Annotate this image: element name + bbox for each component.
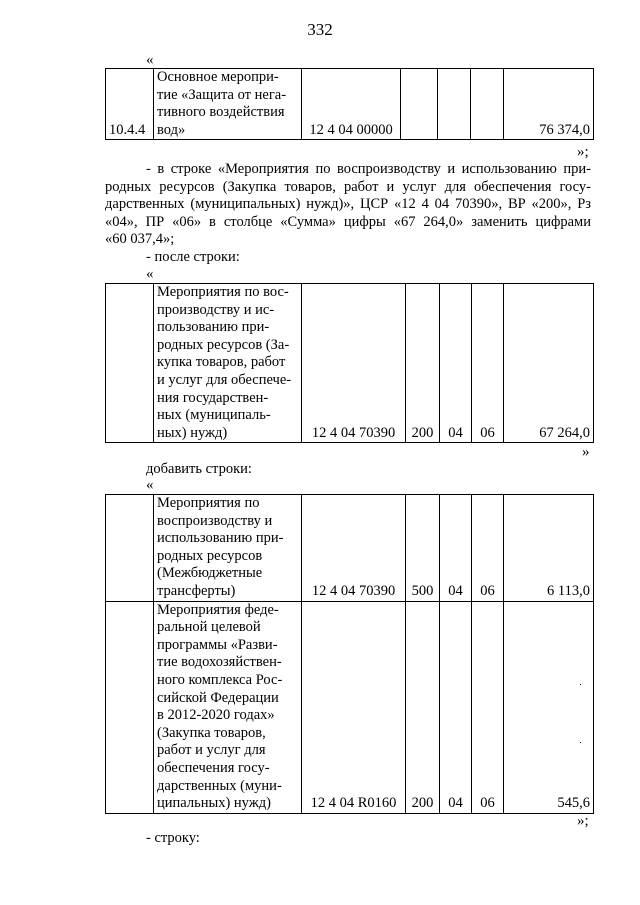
rz-cell: 04 [440, 284, 472, 443]
name-line: Мероприятия по [157, 495, 260, 511]
vr-cell: 200 [406, 601, 440, 813]
name-line: Мероприятия феде- [157, 601, 279, 618]
paragraph-line: «60 037,4»; [105, 231, 175, 247]
pr-cell: 06 [472, 495, 504, 602]
rz-cell [438, 69, 471, 140]
after-row-label: - после строки: [146, 249, 240, 265]
open-quote: « [146, 52, 154, 68]
name-line: работ и услуг для [157, 742, 266, 759]
name-line: родных ресурсов (За- [157, 336, 290, 353]
csr-cell: 12 4 04 70390 [302, 495, 406, 602]
name-line: производству и ис- [157, 301, 275, 318]
name-line: тие «Защита от нега- [157, 86, 287, 103]
budget-table-3 [105, 494, 594, 814]
scan-speck [580, 684, 581, 685]
add-rows-label: добавить строки: [146, 461, 252, 477]
name-line: тие водохозяйствен- [157, 654, 282, 671]
name-line: трансферты) [157, 582, 236, 599]
table-row [106, 495, 594, 602]
sum-cell: 76 374,0 [504, 69, 594, 140]
name-line: в 2012-2020 годах» [157, 707, 275, 724]
row-name-cell [154, 601, 302, 813]
name-line: Мероприятия по вос- [157, 284, 289, 300]
name-line: тивного воздействия [157, 104, 285, 121]
row-name-cell [154, 284, 302, 443]
sum-cell: 545,6 [504, 601, 594, 813]
row-number-cell [106, 601, 154, 813]
open-quote: « [146, 477, 154, 493]
name-line: родных ресурсов [157, 547, 263, 564]
table-row [106, 284, 594, 443]
name-line: пользованию при- [157, 319, 270, 336]
row-name-cell [154, 495, 302, 602]
pr-cell: 06 [472, 601, 504, 813]
name-line: обеспечения госу- [157, 759, 270, 776]
rz-cell: 04 [440, 495, 472, 602]
rz-cell: 04 [440, 601, 472, 813]
name-line: (Межбюджетные [157, 565, 263, 582]
row-number-cell [106, 284, 154, 443]
row-number-cell [106, 495, 154, 602]
name-line: купка товаров, работ [157, 354, 286, 371]
scan-speck [580, 742, 581, 743]
pr-cell [471, 69, 504, 140]
final-label: - строку: [146, 830, 200, 846]
change-instruction-line [146, 161, 591, 179]
name-line: дарственных (муни- [157, 777, 282, 794]
vr-cell: 200 [406, 284, 440, 443]
name-line: ного комплекса Рос- [157, 671, 283, 688]
name-line: ципальных) нужд) [157, 795, 271, 812]
name-line: воспроизводству и [157, 512, 273, 529]
name-line: использованию при- [157, 530, 284, 547]
close-quote: »; [577, 813, 589, 829]
sum-cell: 6 113,0 [504, 495, 594, 602]
name-line: программы «Разви- [157, 636, 278, 653]
pr-cell: 06 [472, 284, 504, 443]
sum-cell: 67 264,0 [504, 284, 594, 443]
page-number: 332 [307, 20, 333, 39]
vr-cell [401, 69, 438, 140]
name-line: сийской Федерации [157, 689, 279, 706]
name-line: ных (муниципаль- [157, 407, 271, 424]
table-row [106, 601, 594, 813]
paragraph-line: - в строке «Мероприятия по воспроизводству и использованию при- [146, 161, 591, 177]
name-line: ных) нужд) [157, 424, 228, 441]
vr-cell: 500 [406, 495, 440, 602]
name-line: ния государствен- [157, 389, 269, 406]
budget-table-1 [105, 68, 594, 140]
name-line: Основное меропри- [157, 69, 279, 85]
close-quote: »; [577, 144, 589, 160]
name-line: и услуг для обеспече- [157, 371, 292, 388]
change-instruction [105, 179, 591, 249]
budget-table-2 [105, 283, 594, 443]
paragraph-line: родных ресурсов (Закупка товаров, работ и услуг для обеспечения госу- [105, 178, 591, 195]
open-quote: « [146, 266, 154, 282]
name-line: вод» [157, 121, 186, 138]
close-quote: » [582, 444, 590, 460]
name-line: (Закупка товаров, [157, 724, 266, 741]
paragraph-line: дарственных (муниципальных) нужд)», ЦСР «12 4 04 70390», ВР «200», Рз [105, 196, 591, 212]
csr-cell: 12 4 04 70390 [302, 284, 406, 443]
csr-cell: 12 4 04 00000 [302, 69, 401, 140]
paragraph-line: «04», ПР «06» в столбце «Сумма» цифры «67 264,0» заменить цифрами [105, 213, 591, 230]
row-number-cell: 10.4.4 [106, 69, 154, 140]
row-name-cell [154, 69, 302, 140]
table-row [106, 69, 594, 140]
csr-cell: 12 4 04 R0160 [302, 601, 406, 813]
name-line: ральной целевой [157, 619, 261, 636]
